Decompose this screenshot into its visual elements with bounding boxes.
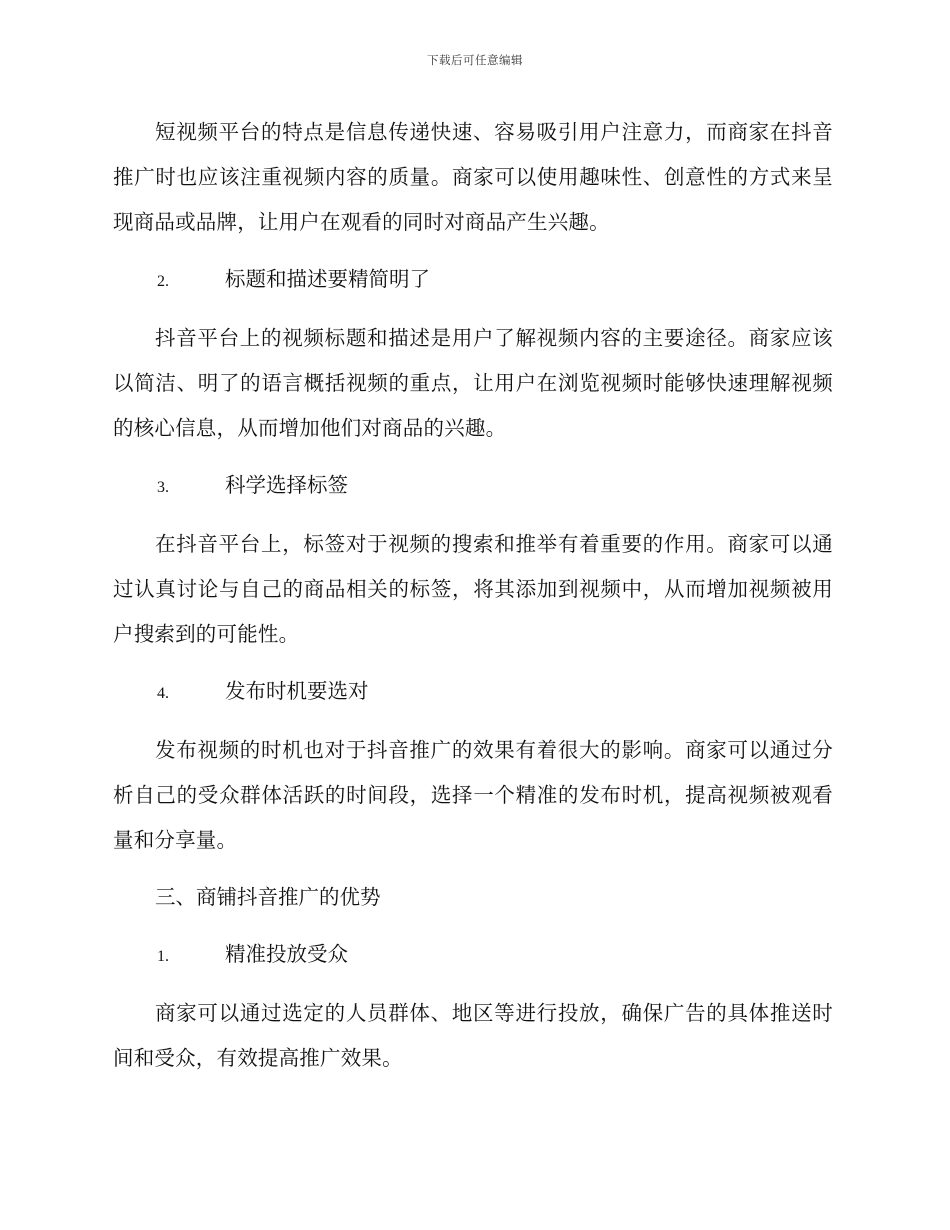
subheading-text: 发布时机要选对 [225, 679, 369, 703]
subheading-number: 3. [157, 479, 169, 496]
subheading-number: 1. [157, 948, 169, 965]
paragraph-title-description: 抖音平台上的视频标题和描述是用户了解视频内容的主要途径。商家应该以简洁、明了的语言概括视频的重点，让用户在浏览视频时能够快速理解视频的核心信息，从而增加他们对商品的兴趣。 [113, 326, 833, 440]
section-heading-advantages: 三、商铺抖音推广的优势 [155, 885, 381, 909]
subheading-number: 2. [157, 273, 169, 290]
subheading-text: 科学选择标签 [225, 473, 348, 497]
subheading-text: 标题和描述要精简明了 [225, 267, 430, 291]
paragraph-timing: 发布视频的时机也对于抖音推广的效果有着很大的影响。商家可以通过分析自己的受众群体活跃的时间段，选择一个精准的发布时机，提高视频被观看量和分享量。 [113, 738, 833, 852]
subheading-number: 4. [157, 685, 169, 702]
paragraph-tags: 在抖音平台上，标签对于视频的搜索和推举有着重要的作用。商家可以通过认真讨论与自己的商品相关的标签，将其添加到视频中，从而增加视频被用户搜索到的可能性。 [113, 532, 833, 646]
document-body [113, 110, 833, 1093]
subheading-tags [113, 463, 833, 510]
page-header: 下载后可任意编辑 [427, 53, 523, 67]
subheading-text: 精准投放受众 [225, 942, 348, 966]
subheading-precise-targeting [113, 932, 833, 979]
paragraph-video-quality: 短视频平台的特点是信息传递快速、容易吸引用户注意力，而商家在抖音推广时也应该注重视频内容的质量。商家可以使用趣味性、创意性的方式来呈现商品或品牌，让用户在观看的同时对商品产生兴趣。 [113, 120, 833, 234]
subheading-title-description [113, 257, 833, 304]
paragraph-precise-targeting: 商家可以通过选定的人员群体、地区等进行投放，确保广告的具体推送时间和受众，有效提高推广效果。 [113, 1001, 833, 1070]
subheading-timing [113, 669, 833, 716]
